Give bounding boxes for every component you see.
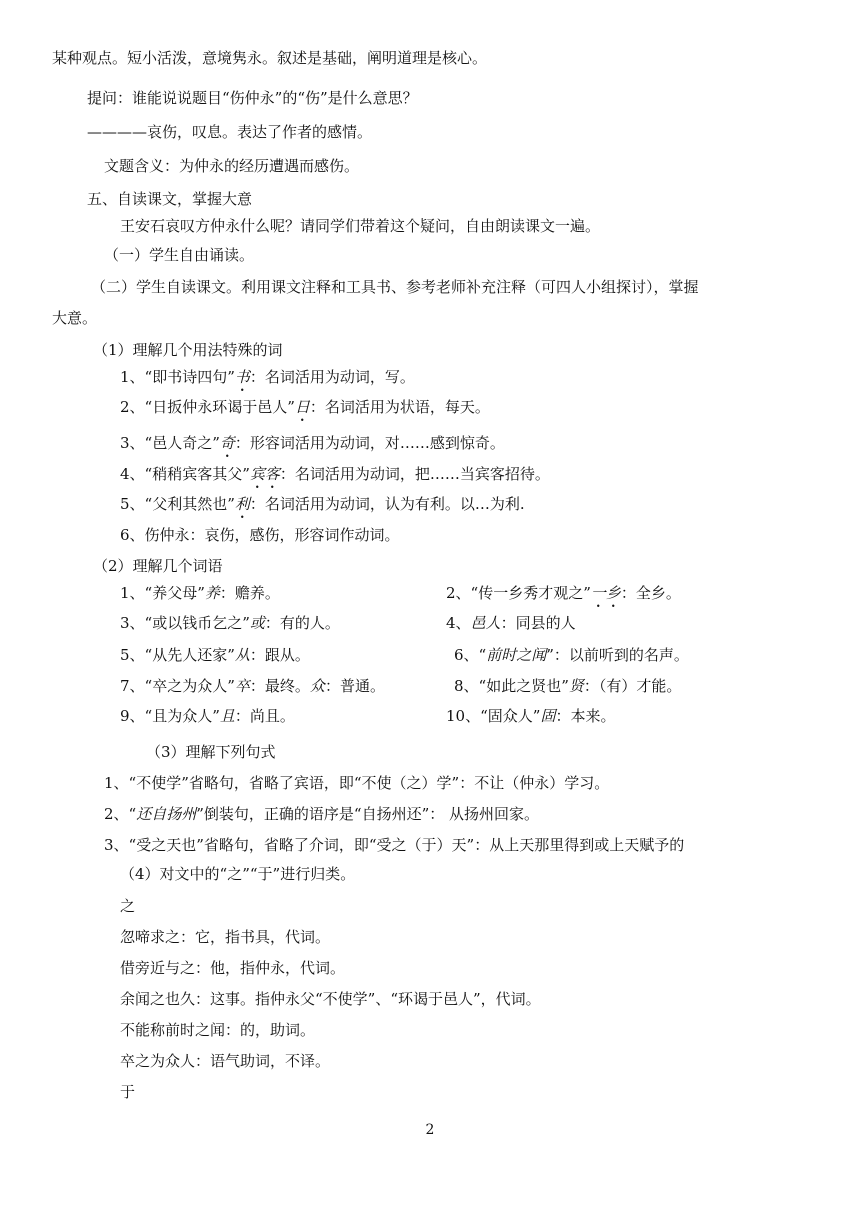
key-word: 还自扬州 [136, 805, 197, 823]
yu-heading: 于 [120, 1083, 136, 1101]
list-item: 7、“卒之为众人”卒：最终。众：普通。 [120, 677, 385, 695]
key-word: 且 [219, 707, 235, 725]
key-word: 固 [540, 707, 556, 725]
list-item: 9、“且为众人”且：尚且。 [120, 707, 295, 725]
sentence-item: 2、“还自扬州”倒装句，正确的语序是“自扬州还”： 从扬州回家。 [104, 805, 540, 823]
list-item: 余闻之也久：这事。指仲永父“不使学”、“环谒于邑人”，代词。 [120, 990, 541, 1008]
answer-line: ————哀伤，叹息。表达了作者的感情。 [87, 123, 373, 141]
key-word: 日 [294, 398, 310, 416]
question-line: 提问：谁能说说题目“伤仲永”的“伤”是什么意思？ [87, 89, 418, 107]
part1-heading: （1）理解几个用法特殊的词 [93, 341, 283, 359]
sentence-item: 1、“不使学”省略句，省略了宾语，即“不使（之）学”：不让（仲永）学习。 [104, 774, 610, 792]
section-heading: 五、自读课文，掌握大意 [87, 190, 253, 208]
list-item: 3、“邑人奇之”奇：形容词活用为动词，对……感到惊奇。 [120, 434, 505, 452]
zhi-heading: 之 [120, 897, 136, 915]
section-prompt: 王安石哀叹方仲永什么呢？请同学们带着这个疑问，自由朗读课文一遍。 [120, 217, 601, 235]
key-word: 一乡 [590, 584, 621, 602]
key-word: 利 [234, 495, 250, 513]
key-word: 贤 [568, 677, 584, 695]
list-item: 8、“如此之贤也”贤：（有）才能。 [454, 677, 682, 695]
list-item: 5、“从先人还家”从：跟从。 [120, 646, 310, 664]
key-word: 前时之闻 [486, 646, 547, 664]
step-two: （二）学生自读课文。利用课文注释和工具书、参考老师补充注释（可四人小组探讨），掌握 [91, 278, 699, 296]
list-item: 6、伤仲永：哀伤，感伤，形容词作动词。 [120, 526, 400, 544]
key-word: 宾客 [249, 465, 280, 483]
list-item: 10、“固众人”固：本来。 [446, 707, 616, 725]
part3-heading: （3）理解下列句式 [146, 743, 276, 761]
list-item: 2、“日扳仲永环谒于邑人”日：名词活用为状语，每天。 [120, 398, 490, 416]
list-item: 1、“即书诗四句”书：名词活用为动词，写。 [120, 368, 415, 386]
title-meaning-line: 文题含义：为仲永的经历遭遇而感伤。 [104, 157, 360, 175]
sentence-item: 3、“受之天也”省略句，省略了介词，即“受之（于）天”：从上天那里得到或上天赋予的 [104, 836, 685, 854]
step-one: （一）学生自由诵读。 [104, 246, 255, 264]
list-item: 6、“前时之闻”：以前听到的名声。 [454, 646, 689, 664]
list-item: 1、“养父母”养：赡养。 [120, 584, 280, 602]
part4-heading: （4）对文中的“之”“于”进行归类。 [120, 865, 356, 883]
intro-line: 某种观点。短小活泼，意境隽永。叙述是基础，阐明道理是核心。 [52, 49, 488, 67]
list-item: 借旁近与之：他，指仲永，代词。 [120, 959, 346, 977]
list-item: 卒之为众人：语气助词，不译。 [120, 1052, 331, 1070]
step-two-cont: 大意。 [52, 309, 98, 327]
page-number: 2 [425, 1122, 435, 1138]
key-word: 或 [249, 614, 265, 632]
part2-heading: （2）理解几个词语 [93, 557, 223, 575]
list-item: 忽啼求之：它，指书具，代词。 [120, 928, 331, 946]
list-item: 2、“传一乡秀才观之”一乡：全乡。 [446, 584, 681, 602]
list-item: 4、“稍稍宾客其父”宾客：名词活用为动词，把……当宾客招待。 [120, 465, 550, 483]
key-word: 邑人 [470, 614, 501, 632]
list-item: 5、“父利其然也”利：名词活用为动词，认为有利。以…为利. [120, 495, 525, 513]
key-word: 从 [234, 646, 250, 664]
key-word: 众 [309, 677, 325, 695]
key-word: 奇 [219, 434, 235, 452]
key-word: 书 [234, 368, 250, 386]
key-word: 养 [204, 584, 220, 602]
key-word: 卒 [234, 677, 250, 695]
list-item: 不能称前时之闻：的，助词。 [120, 1021, 316, 1039]
list-item: 3、“或以钱币乞之”或：有的人。 [120, 614, 340, 632]
list-item: 4、邑人：同县的人 [446, 614, 576, 632]
